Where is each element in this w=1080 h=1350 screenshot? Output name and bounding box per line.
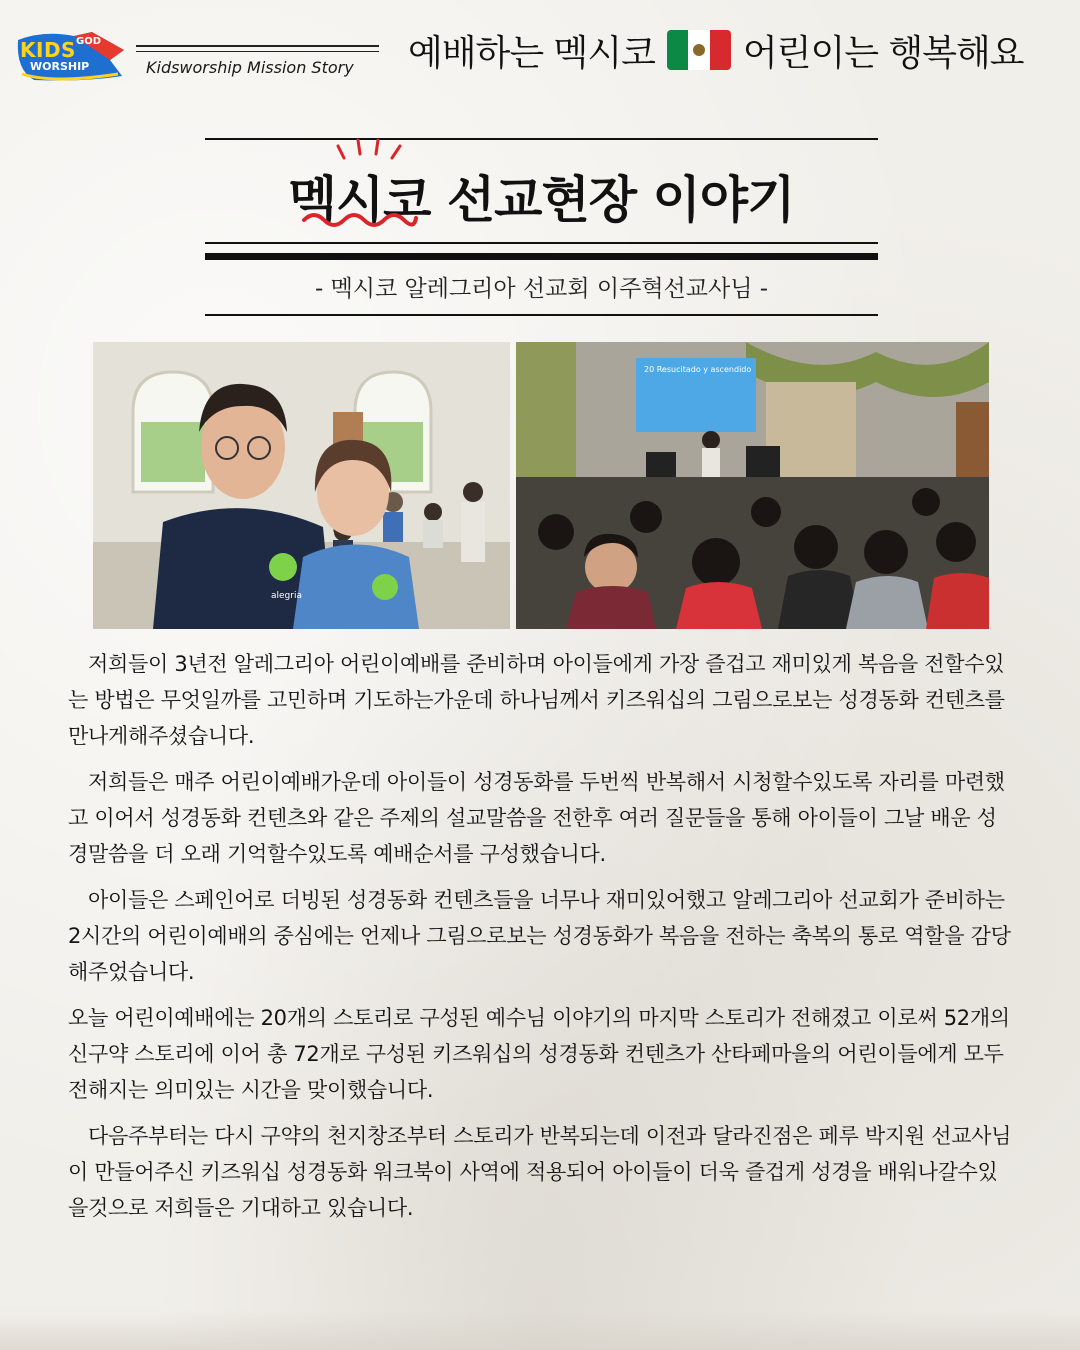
header-rule-thin (136, 51, 379, 52)
logo-worship-text: WORSHIP (30, 60, 90, 73)
logo-god-text: GOD (76, 36, 102, 47)
subtitle-rule (205, 314, 878, 316)
title-rule-top (205, 138, 878, 140)
bottom-paper-edge (0, 1310, 1080, 1350)
paragraph-5: 다음주부터는 다시 구약의 천지창조부터 스토리가 반복되는데 이전과 달라진점은 페루 박지원 선교사님이 만들어주신 키즈워십 성경동화 워크북이 사역에 적용되어 아이들이 더욱 즐겁게 성경을 배워나갈수있을것으로 저희들은 기대하고 있습니다. (68, 1124, 1012, 1220)
shirt-logo-text: alegria (271, 591, 302, 601)
kids-god-worship-logo[interactable] (14, 30, 130, 86)
underline-squiggle-icon (300, 208, 420, 228)
title-rule-bottom (205, 242, 878, 244)
paragraph-4: 오늘 어린이예배에는 20개의 스토리로 구성된 예수님 이야기의 마지막 스토리가 전해졌고 이로써 52개의 신구약 스토리에 이어 총 72개로 구성된 키즈워십의 성경동화 컨텐츠가 산타페마을의 어린이들에게 모두 전해지는 의미있는 시간을 맞이했습니다. (68, 1006, 1010, 1102)
photo-children-worship (516, 342, 989, 629)
paragraph-3: 아이들은 스페인어로 더빙된 성경동화 컨텐츠들을 너무나 재미있어했고 알레그리아 선교회가 준비하는 2시간의 어린이예배의 중심에는 언제나 그림으로보는 성경동화가 복음을 전하는 축복의 통로 역할을 감당해주었습니다. (68, 888, 1011, 984)
screen-text: 20 Resucitado y ascendido (644, 365, 752, 374)
header-rule (136, 45, 379, 47)
mexico-flag-icon (667, 30, 731, 70)
headline (408, 22, 1068, 78)
mission-story-label: Kidsworship Mission Story (146, 58, 354, 77)
paragraph-1: 저희들이 3년전 알레그리아 어린이예배를 준비하며 아이들에게 가장 즐겁고 재미있게 복음을 전할수있는 방법은 무엇일까를 고민하며 기도하는가운데 하나님께서 키즈워십의 그림으로보는 성경동화 컨텐츠를 만나게해주셨습니다. (68, 652, 1005, 748)
article-body (68, 646, 1013, 1236)
paragraph-2: 저희들은 매주 어린이예배가운데 아이들이 성경동화를 두번씩 반복해서 시청할수있도록 자리를 마련했고 이어서 성경동화 컨텐츠와 같은 주제의 설교말씀을 전한후 여러 질문들을 통해 아이들이 그날 배운 성경말씀을 더 오래 기억할수있도록 예배순서를 구성했습니다. (68, 770, 1005, 866)
headline-right: 어린이는 행복해요 (742, 32, 1024, 74)
photo-missionaries (93, 342, 510, 629)
logo-kids-text: KIDS (20, 38, 76, 62)
title-rule-bottom-thick (205, 253, 878, 260)
headline-left: 예배하는 멕시코 (408, 32, 655, 74)
emphasis-burst-icon (330, 138, 410, 162)
header (0, 0, 1080, 100)
article-subtitle: - 멕시코 알레그리아 선교회 이주혁선교사님 - (314, 276, 769, 302)
article-title: 멕시코 선교현장 이야기 (288, 171, 795, 229)
